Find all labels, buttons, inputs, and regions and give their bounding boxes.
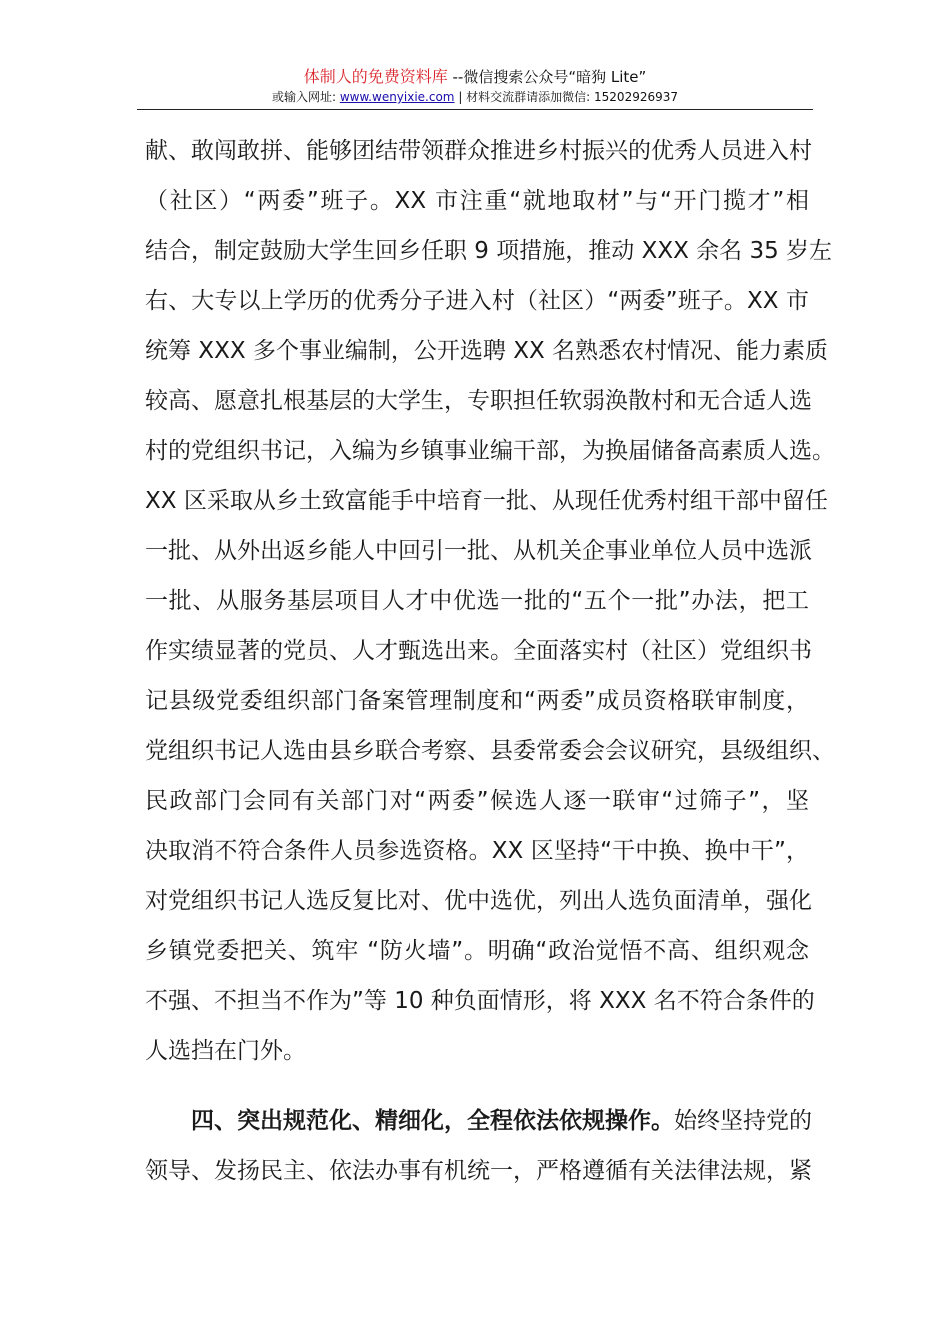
page-header bbox=[137, 66, 813, 106]
paragraph-line: （社区）“两委”班子。XX 市注重“就地取材”与“开门揽才”相 bbox=[145, 188, 809, 214]
paragraph-line: 统筹 XXX 多个事业编制，公开选聘 XX 名熟悉农村情况、能力素质 bbox=[145, 338, 829, 364]
section-heading-line bbox=[145, 1096, 812, 1146]
paragraph-line: 右、大专以上学历的优秀分子进入村（社区）“两委”班子。XX 市 bbox=[145, 288, 809, 314]
paragraph-spacer bbox=[145, 1076, 809, 1096]
paragraph-line: 较高、愿意扎根基层的大学生，专职担任软弱涣散村和无合适人选 bbox=[145, 388, 812, 414]
paragraph-line: 村的党组织书记，入编为乡镇事业编干部，为换届储备高素质人选。 bbox=[145, 438, 835, 464]
url-prefix: 或输入网址: bbox=[271, 90, 340, 104]
document-body bbox=[145, 126, 835, 1196]
paragraph-line: 乡镇党委把关、筑牢 “防火墙”。明确“政治觉悟不高、组织观念 bbox=[145, 938, 809, 964]
header-contact-line bbox=[137, 88, 813, 106]
paragraph-line: 不强、不担当不作为”等 10 种负面情形，将 XXX 名不符合条件的 bbox=[145, 988, 815, 1014]
contact-info: | 材料交流群请添加微信: 15202926937 bbox=[454, 90, 679, 104]
website-link[interactable]: www.wenyixie.com bbox=[339, 90, 455, 104]
paragraph-last-line: 人选挡在门外。 bbox=[145, 1038, 306, 1064]
paragraph-line: 决取消不符合条件人员参选资格。XX 区坚持“干中换、换中干”， bbox=[145, 838, 809, 864]
section-heading: 四、突出规范化、精细化，全程依法依规操作。 bbox=[191, 1108, 674, 1134]
paragraph-line: 一批、从服务基层项目人才中优选一批的“五个一批”办法，把工 bbox=[145, 588, 809, 614]
paragraph-line: 献、敢闯敢拼、能够团结带领群众推进乡村振兴的优秀人员进入村 bbox=[145, 138, 812, 164]
paragraph-line: 党组织书记人选由县乡联合考察、县委常委会会议研究，县级组织、 bbox=[145, 738, 835, 764]
paragraph-line: 对党组织书记人选反复比对、优中选优，列出人选负面清单，强化 bbox=[145, 888, 812, 914]
paragraph-line: XX 区采取从乡土致富能手中培育一批、从现任优秀村组干部中留任 bbox=[145, 488, 828, 514]
section-text: 始终坚持党的 bbox=[674, 1108, 812, 1134]
header-divider bbox=[137, 109, 813, 110]
paragraph-line: 领导、发扬民主、依法办事有机统一，严格遵循有关法律法规，紧 bbox=[145, 1158, 812, 1184]
paragraph-line: 作实绩显著的党员、人才甄选出来。全面落实村（社区）党组织书 bbox=[145, 638, 812, 664]
paragraph-line: 记县级党委组织部门备案管理制度和“两委”成员资格联审制度， bbox=[145, 688, 809, 714]
paragraph-line: 结合，制定鼓励大学生回乡任职 9 项措施，推动 XXX 余名 35 岁左 bbox=[145, 238, 833, 264]
header-tagline: --微信搜索公众号“暗狗 Lite” bbox=[452, 68, 647, 86]
header-title-line bbox=[137, 66, 813, 88]
paragraph-line: 民政部门会同有关部门对“两委”候选人逐一联审“过筛子”，坚 bbox=[145, 788, 809, 814]
paragraph-line: 一批、从外出返乡能人中回引一批、从机关企事业单位人员中选派 bbox=[145, 538, 812, 564]
site-name: 体制人的免费资料库 bbox=[303, 67, 448, 86]
